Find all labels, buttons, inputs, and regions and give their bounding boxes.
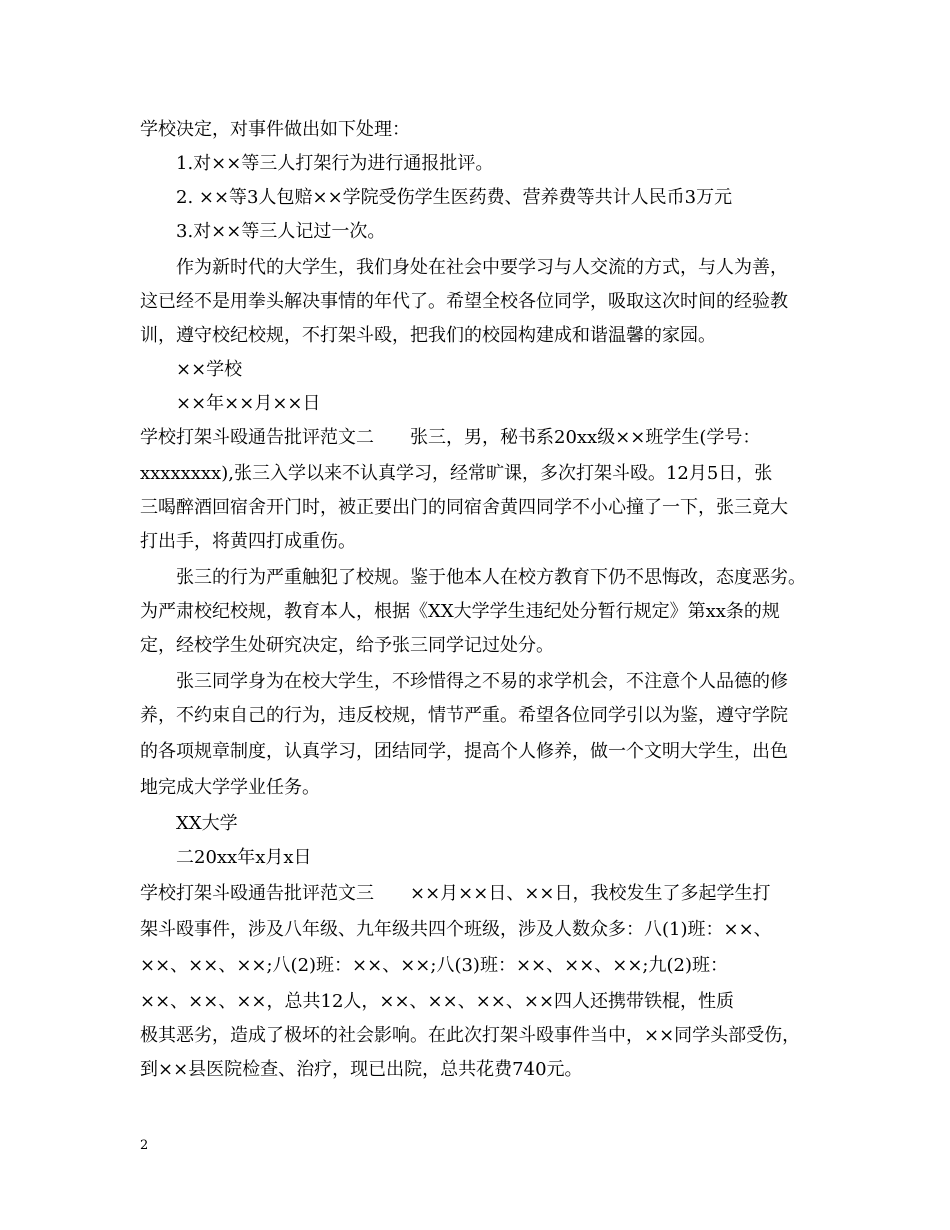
text-line: 三喝醉酒回宿舍开门时，被正要出门的同宿舍黄四同学不小心撞了一下，张三竟大 (140, 497, 788, 518)
section-heading-line: 学校打架斗殴通告批评范文三 ××月××日、××日，我校发生了多起学生打 (140, 883, 771, 904)
text-line: 为严肃校纪校规，教育本人，根据《XX大学学生违纪处分暂行规定》第xx条的规 (140, 601, 780, 622)
text-line: 打出手，将黄四打成重伤。 (140, 531, 356, 552)
signature-line: ××学校 (176, 359, 243, 380)
date-line: ××年××月××日 (176, 393, 321, 414)
text-line: 这已经不是用拳头解决事情的年代了。希望全校各位同学，吸取这次时间的经验教 (140, 291, 788, 312)
text-line: 张三同学身为在校大学生，不珍惜得之不易的求学机会，不注意个人品德的修 (176, 671, 788, 692)
text-line: 架斗殴事件，涉及八年级、九年级共四个班级，涉及人数众多：八(1)班：××、 (140, 919, 772, 940)
list-item: 2. ××等3人包赔××学院受伤学生医药费、营养费等共计人民币3万元 (176, 187, 733, 208)
list-item: 1.对××等三人打架行为进行通报批评。 (176, 153, 494, 174)
text-line: 的各项规章制度，认真学习，团结同学，提高个人修养，做一个文明大学生，出色 (140, 741, 788, 762)
text-line: 极其恶劣，造成了极坏的社会影响。在此次打架斗殴事件当中，××同学头部受伤， (140, 1025, 801, 1046)
text-line: 养，不约束自己的行为，违反校规，情节严重。希望各位同学引以为鉴，遵守学院 (140, 705, 788, 726)
text-line: xxxxxxxx),张三入学以来不认真学习，经常旷课，多次打架斗殴。12月5日，张 (140, 463, 773, 484)
text-line: ××、××、××;八(2)班：××、××;八(3)班：××、××、××;九(2)班： (140, 955, 728, 976)
text-line: ××、××、××，总共12人，××、××、××、××四人还携带铁棍，性质 (140, 991, 735, 1012)
text-line: 地完成大学学业任务。 (140, 777, 320, 798)
section-heading-line: 学校打架斗殴通告批评范文二 张三，男，秘书系20xx级××班学生(学号： (140, 427, 761, 448)
text-line: 张三的行为严重触犯了校规。鉴于他本人在校方教育下仍不思悔改，态度恶劣。 (176, 567, 806, 588)
date-line: 二20xx年x月x日 (176, 847, 312, 868)
signature-line: XX大学 (176, 813, 238, 834)
text-line: 定，经校学生处研究决定，给予张三同学记过处分。 (140, 635, 554, 656)
text-line: 学校决定，对事件做出如下处理： (140, 119, 410, 140)
text-line: 训，遵守校纪校规，不打架斗殴，把我们的校园构建成和谐温馨的家园。 (140, 325, 716, 346)
text-line: 到××县医院检查、治疗，现已出院，总共花费740元。 (140, 1059, 583, 1080)
page-number: 2 (140, 1138, 149, 1153)
text-line: 作为新时代的大学生，我们身处在社会中要学习与人交流的方式，与人为善， (176, 257, 788, 278)
list-item: 3.对××等三人记过一次。 (176, 221, 386, 242)
